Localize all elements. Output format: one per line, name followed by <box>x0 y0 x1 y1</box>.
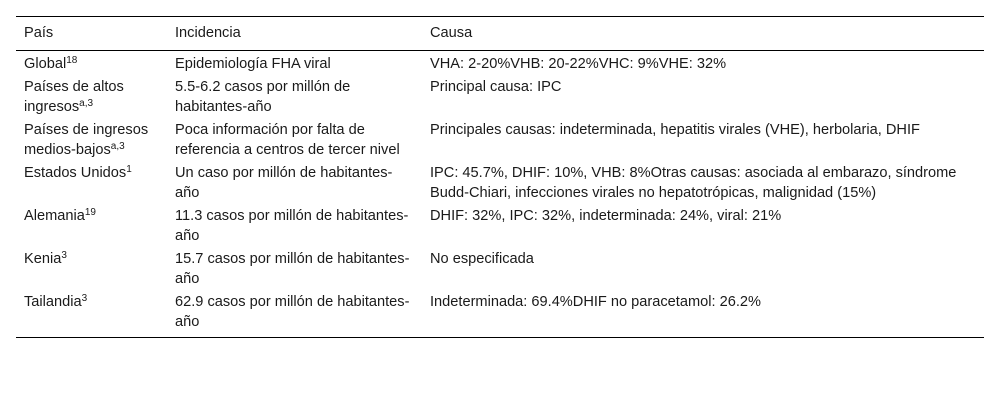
cell-incidence: Poca información por falta de referencia a centros de tercer nivel <box>175 122 400 158</box>
table-row <box>16 291 984 338</box>
header-cause: Causa <box>430 25 473 41</box>
cell-incidence: Un caso por millón de habitantes-año <box>175 165 393 201</box>
cell-incidence: 11.3 casos por millón de habitantes-año <box>175 208 409 244</box>
country-name: Países de altos ingresos <box>24 79 124 115</box>
reference-superscript: 3 <box>61 250 67 261</box>
cell-cause: Indeterminada: 69.4%DHIF no paracetamol: 26.2% <box>430 294 761 310</box>
country-name: Países de ingresos medios-bajos <box>24 122 149 158</box>
reference-superscript: a,3 <box>110 141 125 152</box>
cell-cause: VHA: 2-20%VHB: 20-22%VHC: 9%VHE: 32% <box>430 56 727 72</box>
reference-superscript: a,3 <box>79 98 94 109</box>
cell-cause: IPC: 45.7%, DHIF: 10%, VHB: 8%Otras causas: asociada al embarazo, síndrome Budd-Chiari, infecciones virales no hepatotrópicas, malignidad (15%) <box>430 165 957 201</box>
table-row <box>16 76 984 119</box>
cell-cause: No especificada <box>430 251 534 267</box>
cell-incidence: 15.7 casos por millón de habitantes-año <box>175 251 410 287</box>
cell-incidence: 5.5-6.2 casos por millón de habitantes-año <box>175 79 351 115</box>
table-row <box>16 119 984 162</box>
cell-country <box>16 119 167 162</box>
reference-superscript: 19 <box>84 207 96 218</box>
cell-cause: DHIF: 32%, IPC: 32%, indeterminada: 24%, viral: 21% <box>430 208 782 224</box>
cell-incidence: 62.9 casos por millón de habitantes-año <box>175 294 410 330</box>
table-container <box>16 16 984 338</box>
reference-superscript: 3 <box>81 293 88 304</box>
cell-cause: Principal causa: IPC <box>430 79 562 95</box>
cell-country <box>16 76 167 119</box>
table-row <box>16 51 984 77</box>
reference-superscript: 1 <box>126 164 132 175</box>
incidence-table <box>16 16 984 338</box>
cell-country <box>16 248 167 291</box>
table-header <box>16 17 984 51</box>
reference-superscript: 18 <box>66 55 78 66</box>
table-row <box>16 162 984 205</box>
country-name: Alemania <box>24 208 85 224</box>
country-name: Estados Unidos <box>24 165 127 181</box>
header-row <box>16 17 984 51</box>
country-name: Global <box>24 56 67 72</box>
table-row <box>16 248 984 291</box>
cell-country <box>16 291 167 338</box>
cell-country <box>16 205 167 248</box>
cell-incidence: Epidemiología FHA viral <box>175 56 331 72</box>
cell-country <box>16 162 167 205</box>
header-incidence: Incidencia <box>175 25 241 41</box>
header-country: País <box>24 25 54 41</box>
country-name: Tailandia <box>24 294 82 310</box>
table-row <box>16 205 984 248</box>
cell-country <box>16 51 167 77</box>
table-body <box>16 51 984 338</box>
cell-cause: Principales causas: indeterminada, hepatitis virales (VHE), herbolaria, DHIF <box>430 122 920 138</box>
country-name: Kenia <box>24 251 62 267</box>
